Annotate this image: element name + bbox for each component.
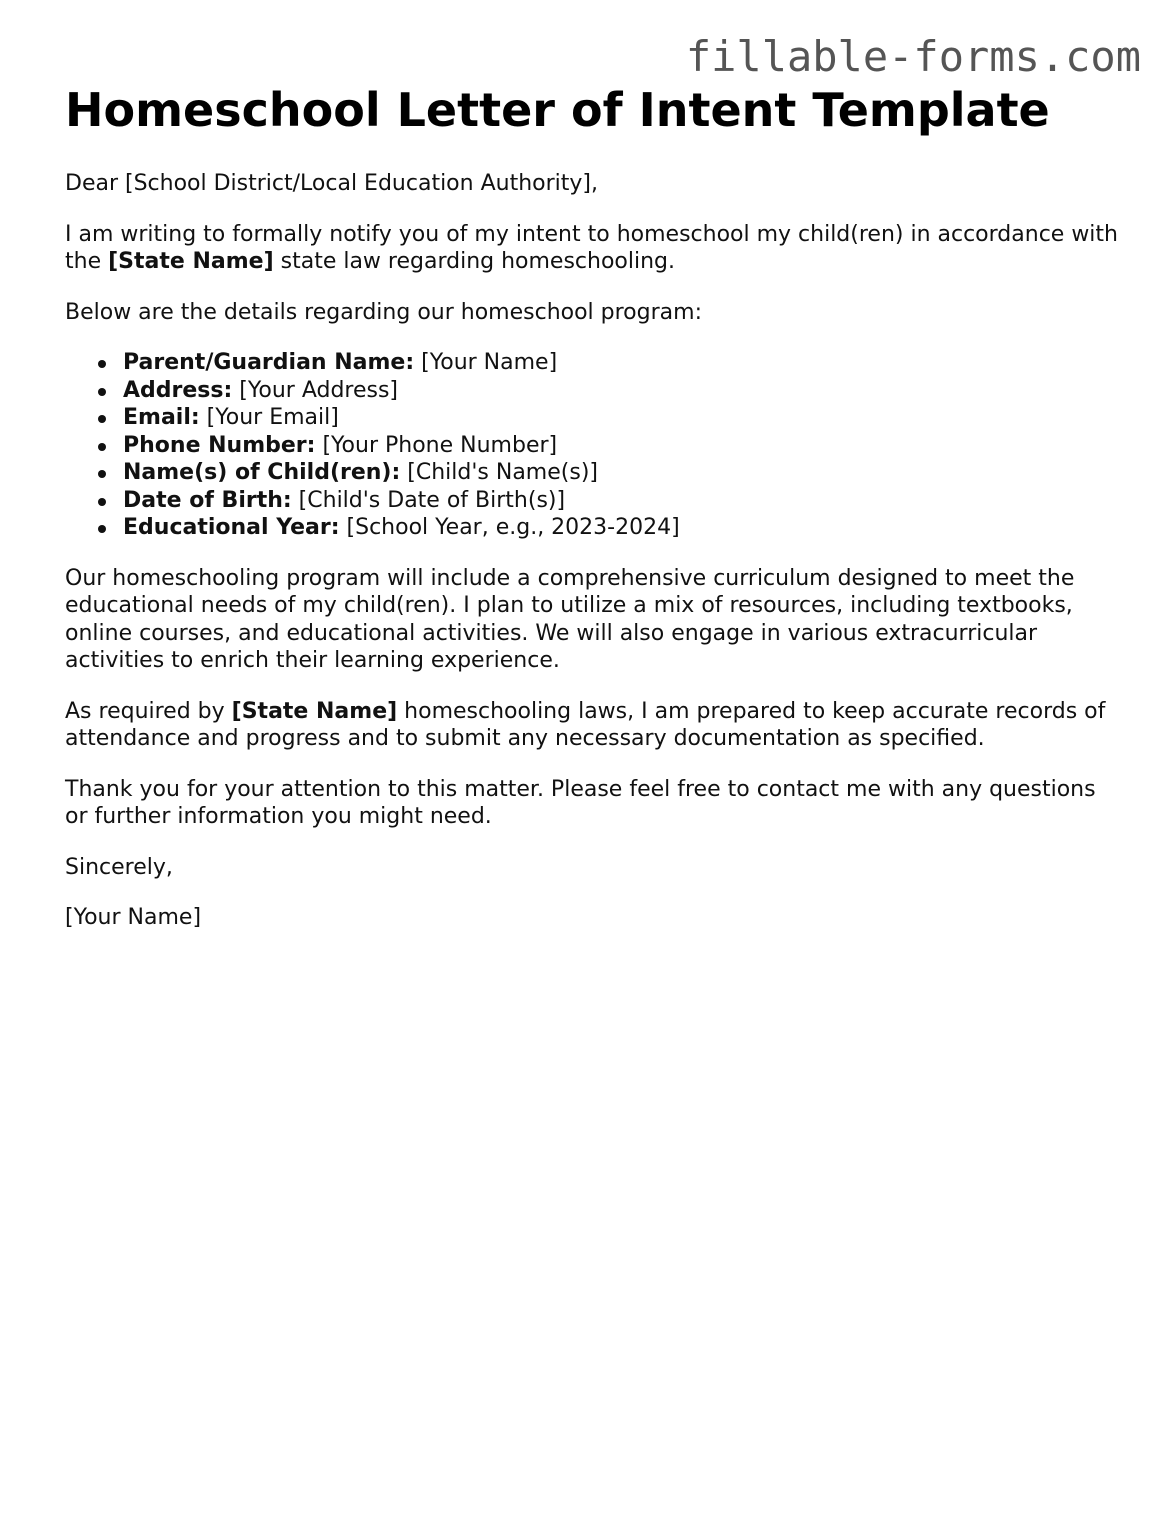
- detail-email: [123, 404, 1125, 432]
- program-paragraph: Our homeschooling program will include a comprehensive curriculum designed to meet the educational needs of my child(ren). I plan to utilize a mix of resources, including textbooks, online courses, and educational activities. We will also engage in various extracurricular activities to enrich their learning experience.: [65, 565, 1075, 673]
- site-watermark: fillable-forms.com: [685, 32, 1141, 81]
- signature-line: [Your Name]: [65, 905, 202, 930]
- compliance-text-before: As required by: [65, 698, 232, 724]
- detail-label: Parent/Guardian Name:: [123, 350, 415, 375]
- closing-line: Sincerely,: [65, 854, 173, 880]
- detail-label: Date of Birth:: [123, 487, 292, 513]
- detail-label: Phone Number:: [123, 432, 316, 458]
- detail-label: Address:: [123, 377, 233, 403]
- intro-text-after: state law regarding homeschooling.: [273, 249, 676, 274]
- intro-paragraph: [65, 221, 1125, 276]
- detail-educational-year: [123, 514, 1125, 542]
- compliance-text-after: homeschooling laws, I am prepared to keep accurate records of attendance and progress and to submit any necessary documentation as specified.: [65, 698, 1106, 751]
- thanks-paragraph: Thank you for your attention to this matter. Please feel free to contact me with any questions or further information you might need.: [65, 776, 1096, 829]
- detail-value: [Your Phone Number]: [315, 432, 558, 458]
- letter-document: [65, 82, 1125, 932]
- detail-label: Email:: [123, 405, 200, 430]
- page-title: Homeschool Letter of Intent Template: [65, 83, 1050, 137]
- detail-label: Name(s) of Child(ren):: [123, 460, 401, 485]
- intro-text-before: I am writing to formally notify you of my intent to homeschool my child(ren) in accordance with the: [65, 221, 1118, 274]
- detail-value: [Your Address]: [232, 377, 399, 403]
- detail-date-of-birth: [123, 487, 1125, 515]
- detail-value: [School Year, e.g., 2023-2024]: [339, 515, 680, 540]
- detail-phone: [123, 432, 1125, 460]
- detail-label: Educational Year:: [123, 515, 340, 540]
- detail-value: [Your Name]: [414, 350, 558, 375]
- detail-parent-name: [123, 349, 1125, 377]
- detail-child-names: [123, 459, 1125, 487]
- compliance-state-name: [State Name]: [231, 698, 398, 724]
- detail-value: [Child's Name(s)]: [400, 460, 598, 485]
- details-lead: Below are the details regarding our homeschool program:: [65, 299, 702, 325]
- intro-state-name: [State Name]: [108, 249, 274, 274]
- greeting-line: Dear [School District/Local Education Authority],: [65, 171, 598, 196]
- details-list: [65, 349, 1125, 542]
- detail-address: [123, 377, 1125, 405]
- detail-value: [Your Email]: [199, 405, 339, 430]
- detail-value: [Child's Date of Birth(s)]: [291, 487, 566, 513]
- compliance-paragraph: [65, 698, 1125, 753]
